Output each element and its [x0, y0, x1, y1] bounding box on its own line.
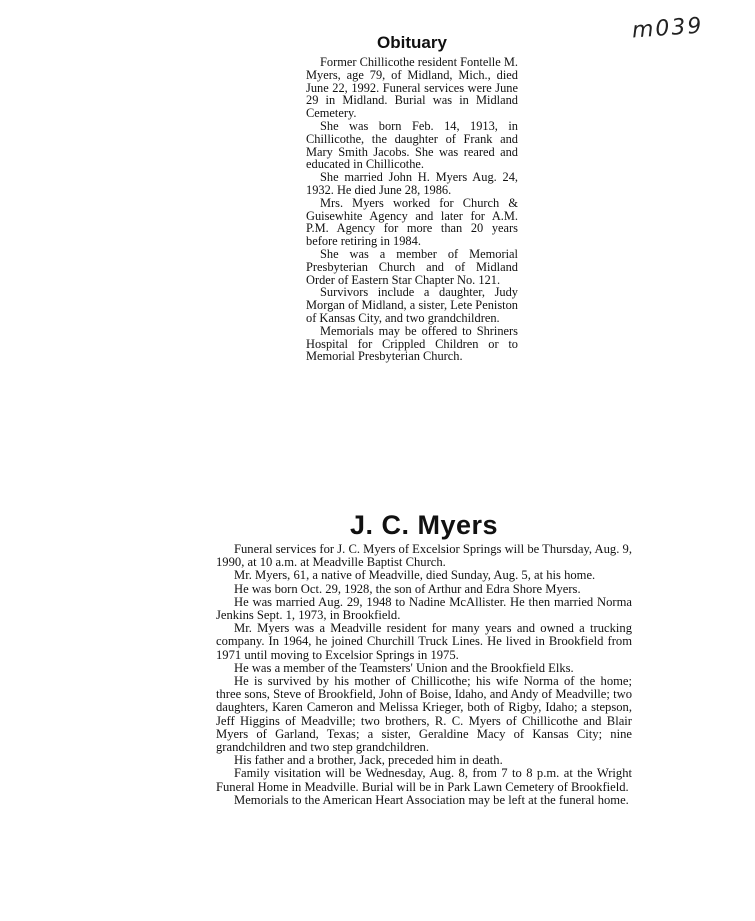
obituary-paragraph: Memorials may be offered to Shriners Hospital for Crippled Children or to Memorial Presbyterian Church. [306, 323, 518, 364]
obituary-paragraph: Mrs. Myers worked for Church & Guisewhite Agency and later for A.M. P.M. Agency for more than 20 years before retiring in 1984. [306, 195, 518, 249]
obituary-paragraph: He was born Oct. 29, 1928, the son of Arthur and Edra Shore Myers. [234, 581, 581, 596]
obituary-paragraph: Survivors include a daughter, Judy Morgan of Midland, a sister, Lete Peniston of Kansas City, and two grandchildren. [306, 285, 518, 325]
obituary-paragraph: Funeral services for J. C. Myers of Excelsior Springs will be Thursday, Aug. 9, 1990, at 10 a.m. at Meadville Baptist Church. [216, 542, 632, 570]
obituary-jc-myers [216, 510, 632, 807]
obituary-paragraph: His father and a brother, Jack, preceded him in death. [234, 753, 503, 768]
obituary-paragraph: Mr. Myers was a Meadville resident for many years and owned a trucking company. In 1964, he joined Churchill Truck Lines. He lived in Brookfield from 1971 until moving to Excelsior Springs in 1975. [216, 621, 632, 662]
obituary-paragraph: Memorials to the American Heart Association may be left at the funeral home. [234, 792, 629, 807]
obituary-paragraph: Former Chillicothe resident Fontelle M. Myers, age 79, of Midland, Mich., died June 22, 1992. Funeral services were June 29 in Midland. Burial was in Midland Cemetery. [306, 55, 518, 121]
obituary-paragraph: Mr. Myers, 61, a native of Meadville, died Sunday, Aug. 5, at his home. [234, 568, 596, 583]
obituary-heading: J. C. Myers [349, 510, 499, 540]
obituary-fontelle-myers [306, 33, 518, 363]
obituary-paragraph: She married John H. Myers Aug. 24, 1932. He died June 28, 1986. [306, 170, 518, 197]
obituary-heading: Obituary [377, 33, 447, 52]
obituary-paragraph: He was married Aug. 29, 1948 to Nadine McAllister. He then married Norma Jenkins Sept. 1, 1973, in Brookfield. [216, 594, 632, 623]
obituary-paragraph: He is survived by his mother of Chillicothe; his wife Norma of the home; three sons, Steve of Brookfield, John of Boise, Idaho, and Andy of Meadville; two daughters, Karen Cameron and Melissa Krieger, both of Rigby, Idaho; a stepson, Jeff Higgins of Meadville; two brothers, R. C. Myers of Chillicothe and Blair Myers of Garland, Texas; a sister, Geraldine Macy of Kansas City; nine grandchildren and two step grandchildren. [216, 674, 632, 755]
obituary-paragraph: She was a member of Memorial Presbyterian Church and of Midland Order of Eastern Star Chapter No. 121. [306, 246, 518, 287]
obituary-paragraph: She was born Feb. 14, 1913, in Chillicothe, the daughter of Frank and Mary Smith Jacobs. She was reared and educated in Chillicothe. [306, 118, 518, 172]
obituary-paragraph: Family visitation will be Wednesday, Aug. 8, from 7 to 8 p.m. at the Wright Funeral Home in Meadville. Burial will be in Park Lawn Cemetery of Brookfield. [216, 766, 632, 794]
handwritten-reference-code: m039 [631, 13, 705, 44]
obituary-paragraph: He was a member of the Teamsters' Union and the Brookfield Elks. [234, 660, 574, 675]
